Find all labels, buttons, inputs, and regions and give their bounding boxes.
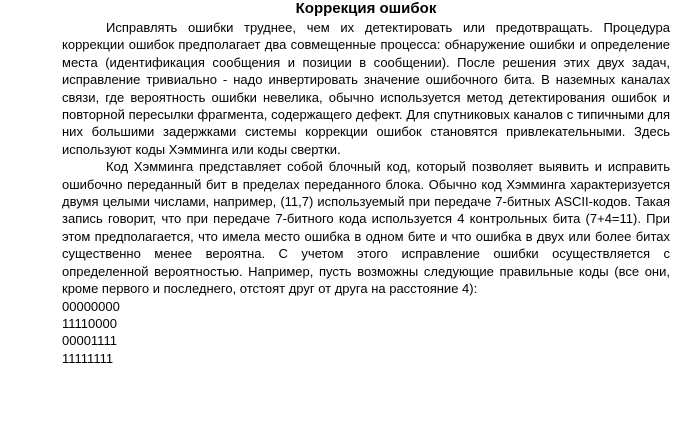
code-item: 11110000 — [62, 315, 117, 331]
document-page — [62, 0, 670, 367]
code-item: 00001111 — [62, 333, 117, 349]
paragraph-error-correction-intro: Исправлять ошибки труднее, чем их детектировать или предотвращать. Процедура коррекции ошибок предполагает два совмещенные процесса: обнаружение ошибки и определение места (идентификация сообщения и позиции в сообщении). После решения этих двух задач, исправление тривиально - надо инвертировать значение ошибочного бита. В наземных каналах связи, где вероятность ошибки невелика, обычно используется метод детектирования ошибок и повторной пересылки фрагмента, содержащего дефект. Для спутниковых каналов с типичными для них большими задержками системы коррекции ошибок становятся привлекательными. Здесь используют коды Хэмминга или коды свертки. — [62, 20, 670, 157]
code-item: 11111111 — [62, 350, 114, 366]
document-title: Коррекция ошибок — [295, 0, 437, 17]
paragraph-hamming-code: Код Хэмминга представляет собой блочный код, который позволяет выявить и исправить ошибочно переданный бит в пределах переданного блока. Обычно код Хэмминга характеризуется двумя целыми числами, например, (11,7) используемый при передаче 7-битных ASCII-кодов. Такая запись говорит, что при передаче 7-битного кода используется 4 контрольных бита (7+4=11). При этом предполагается, что имела место ошибка в одном бите и что ошибка в двух или более битах существенно менее вероятна. С учетом этого исправление ошибки осуществляется с определенной вероятностью. Например, пусть возможны следующие правильные коды (все они, кроме первого и последнего, отстоят друг от друга на расстояние 4): — [62, 159, 670, 297]
code-list — [62, 298, 670, 368]
code-item: 00000000 — [62, 298, 120, 314]
